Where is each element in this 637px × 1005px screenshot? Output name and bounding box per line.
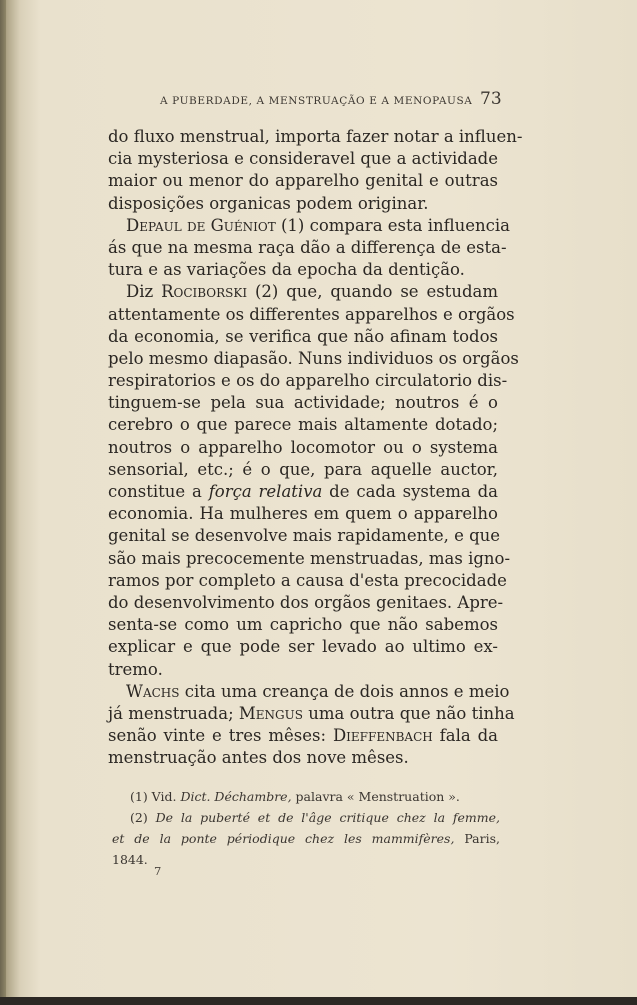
text-line: da economia, se verifica que não afinam todos [108,326,498,346]
text-line: sensorial, etc.; é o que, para aquelle auctor, [108,459,498,479]
footnotes [112,786,500,870]
text-segment: (2) que, quando se estudam [247,282,498,302]
text-segment: senão vinte e tres mêses: [108,726,333,746]
text-segment: de cada systema da [322,482,498,501]
text-line: genital se desenvolve mais rapidamente, e que [108,526,501,546]
emphasis-forca-relativa: força relativa [208,482,323,501]
text-segment: uma outra que não tinha [302,703,515,723]
citation-title: De la puberté et de l'âge critique chez la femme, [155,810,500,825]
text-line: do fluxo menstrual, importa fazer notar a influen- [108,127,523,146]
text-line: ramos por completo a causa d'esta precocidade [108,570,507,590]
text-line: respiratorios e os do apparelho circulatorio dis- [108,371,508,391]
author-name-dieffenbach: Dieffenbach [332,726,433,746]
text-line: menstruação antes dos nove mêses. [108,748,409,768]
body-text [108,126,523,769]
author-name-mengus: Mengus [238,703,303,723]
running-head: A PUBERDADE, A MENSTRUAÇÃO E A MENOPAUSA [160,95,473,107]
text-segment: Paris, [454,831,500,846]
text-segment: já menstruada; [108,703,239,723]
author-name-depaul: Depaul de Guéniot [126,215,276,235]
text-line: attentamente os differentes apparelhos e orgãos [108,304,515,324]
text-line: maior ou menor do apparelho genital e outras [108,171,498,191]
signature-mark: 7 [154,864,162,878]
text-line [108,681,510,703]
text-line [108,215,510,237]
text-line [108,703,515,725]
text-line: economia. Ha mulheres em quem o apparelho [108,504,498,524]
text-line: são mais precocemente menstruadas, mas igno- [108,548,511,568]
text-segment: palavra « Menstruation ». [291,789,460,804]
text-line [108,725,498,747]
text-segment: cita uma creança de dois annos e meio [179,681,510,701]
text-line: noutros o apparelho locomotor ou o systema [108,437,498,457]
text-segment: (1) compara esta influencia [275,215,510,235]
text-line: pelo mesmo diapasão. Nuns individuos os orgãos [108,348,519,368]
text-line [108,481,498,503]
author-name-wachs: Wachs [126,681,180,701]
text-line: tremo. [108,659,163,679]
citation-title: Dict. Déchambre, [180,789,292,804]
text-line [108,281,498,303]
text-segment: constitue a [108,482,209,501]
text-segment: (2) [130,810,156,825]
footnote-1 [112,786,500,807]
footnote-2 [112,807,500,828]
text-segment: Diz [126,282,162,302]
text-line: tura e as variações da epocha da dentição. [108,260,465,280]
text-segment: fala da [432,726,498,746]
page-number: 73 [480,89,502,109]
text-line: explicar e que pode ser levado ao ultimo ex- [108,637,498,657]
text-segment: (1) Vid. [130,789,181,804]
text-line: tinguem-se pela sua actividade; noutros é o [108,393,498,413]
footnote-2-continued [112,828,500,849]
citation-title: et de la ponte périodique chez les mammifères, [112,831,455,846]
author-name-rociborski: Rociborski [161,282,248,302]
text-line: cerebro o que parece mais altamente dotado; [108,415,498,435]
text-line: disposições organicas podem originar. [108,193,429,213]
text-line: senta-se como um capricho que não sabemos [108,615,498,635]
footnote-2-year: 1844. [112,852,148,867]
text-line: cia mysteriosa e consideravel que a actividade [108,149,498,169]
text-line: ás que na mesma raça dão a differença de esta- [108,237,507,257]
text-line: do desenvolvimento dos orgãos genitaes. Apre- [108,592,504,612]
